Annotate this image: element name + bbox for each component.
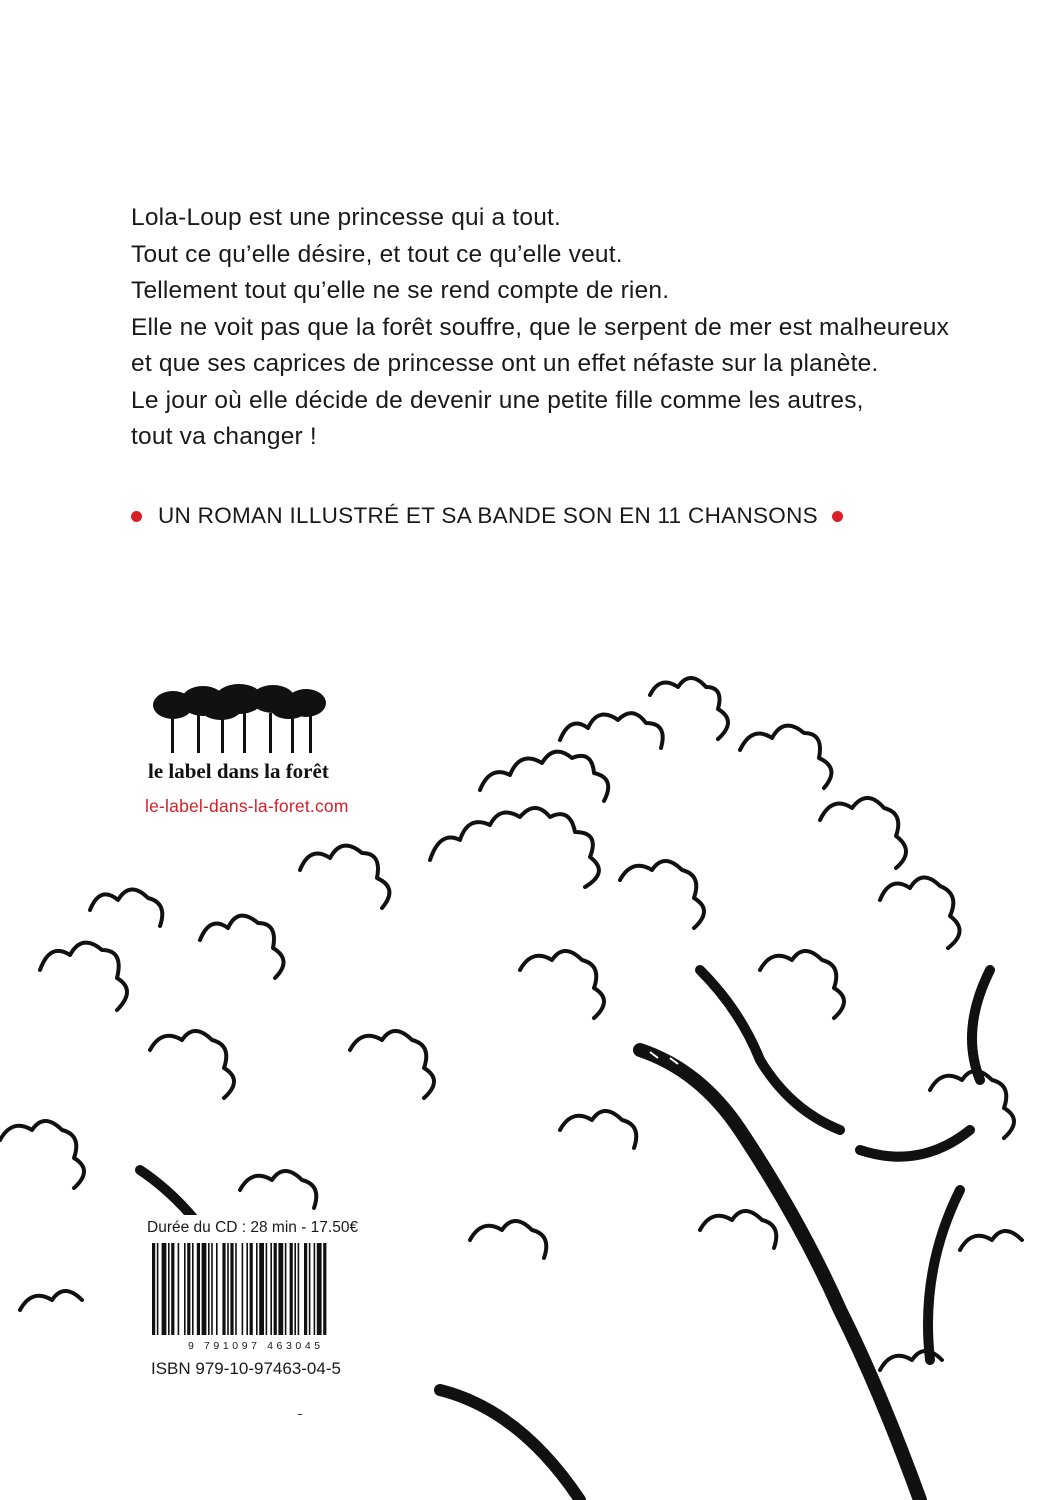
barcode-bar bbox=[202, 1243, 207, 1335]
barcode-bar bbox=[168, 1243, 170, 1335]
barcode-bar bbox=[317, 1243, 322, 1335]
barcode-bar bbox=[242, 1243, 244, 1335]
barcode-bar bbox=[197, 1243, 200, 1335]
barcode-bar bbox=[246, 1243, 248, 1335]
barcode-digits: 9 791097 463045 bbox=[188, 1340, 324, 1352]
barcode-bar bbox=[250, 1243, 253, 1335]
barcode-bar bbox=[216, 1243, 218, 1335]
barcode-bar bbox=[290, 1243, 293, 1335]
barcode-bar bbox=[274, 1243, 277, 1335]
publisher-logo bbox=[145, 683, 365, 817]
cd-info: Durée du CD : 28 min - 17.50€ bbox=[147, 1219, 359, 1236]
barcode-bar bbox=[157, 1243, 159, 1335]
barcode-bar bbox=[278, 1243, 283, 1335]
barcode-bar bbox=[323, 1243, 326, 1335]
tagline bbox=[131, 503, 843, 529]
blurb-line: Le jour où elle décide de devenir une petite fille comme les autres, bbox=[131, 386, 864, 414]
barcode-bar bbox=[211, 1243, 213, 1335]
barcode-bar bbox=[235, 1243, 237, 1335]
barcode-bar bbox=[162, 1243, 167, 1335]
barcode-bar bbox=[227, 1243, 229, 1335]
publisher-url[interactable]: le-label-dans-la-foret.com bbox=[145, 796, 349, 816]
barcode-bar bbox=[192, 1243, 194, 1335]
barcode-bar bbox=[222, 1243, 225, 1335]
barcode-bar bbox=[294, 1243, 296, 1335]
barcode-bar bbox=[259, 1243, 264, 1335]
barcode-bar bbox=[266, 1243, 268, 1335]
blurb-line: Lola-Loup est une princesse qui a tout. bbox=[131, 204, 562, 231]
publisher-name: le label dans la forêt bbox=[148, 759, 329, 783]
barcode-bar bbox=[178, 1243, 180, 1335]
tagline-text: UN ROMAN ILLUSTRÉ ET SA BANDE SON EN 11 CHANSONS bbox=[158, 503, 818, 528]
barcode-bar bbox=[208, 1243, 210, 1335]
barcode-bar bbox=[152, 1243, 155, 1335]
barcode-bar bbox=[230, 1243, 233, 1335]
blurb-line: Elle ne voit pas que la forêt souffre, que le serpent de mer est malheureux bbox=[131, 313, 950, 341]
blurb-line: Tout ce qu’elle désire, et tout ce qu’elle veut. bbox=[131, 240, 623, 268]
barcode-panel bbox=[137, 1215, 405, 1414]
trees-logo-icon bbox=[151, 683, 331, 755]
blurb-line: tout va changer ! bbox=[131, 423, 317, 450]
barcode-bar bbox=[256, 1243, 258, 1335]
isbn: ISBN 979-10-97463-04-5 bbox=[151, 1359, 341, 1378]
barcode-bar bbox=[304, 1243, 307, 1335]
blurb-line: Tellement tout qu’elle ne se rend compte de rien. bbox=[131, 277, 670, 304]
barcode-bar bbox=[270, 1243, 272, 1335]
barcode-bar bbox=[171, 1243, 174, 1335]
barcode-bar bbox=[187, 1243, 190, 1335]
bullet-dot-icon bbox=[131, 511, 142, 522]
blurb-line: et que ses caprices de princesse ont un effet néfaste sur la planète. bbox=[131, 350, 879, 377]
blurb-text bbox=[131, 200, 971, 456]
barcode-bar bbox=[309, 1243, 311, 1335]
barcode-bar bbox=[314, 1243, 316, 1335]
barcode-bar bbox=[298, 1243, 300, 1335]
bullet-dot-icon bbox=[832, 511, 843, 522]
barcode-bar bbox=[285, 1243, 287, 1335]
barcode-bar bbox=[184, 1243, 186, 1335]
barcode bbox=[152, 1243, 390, 1339]
